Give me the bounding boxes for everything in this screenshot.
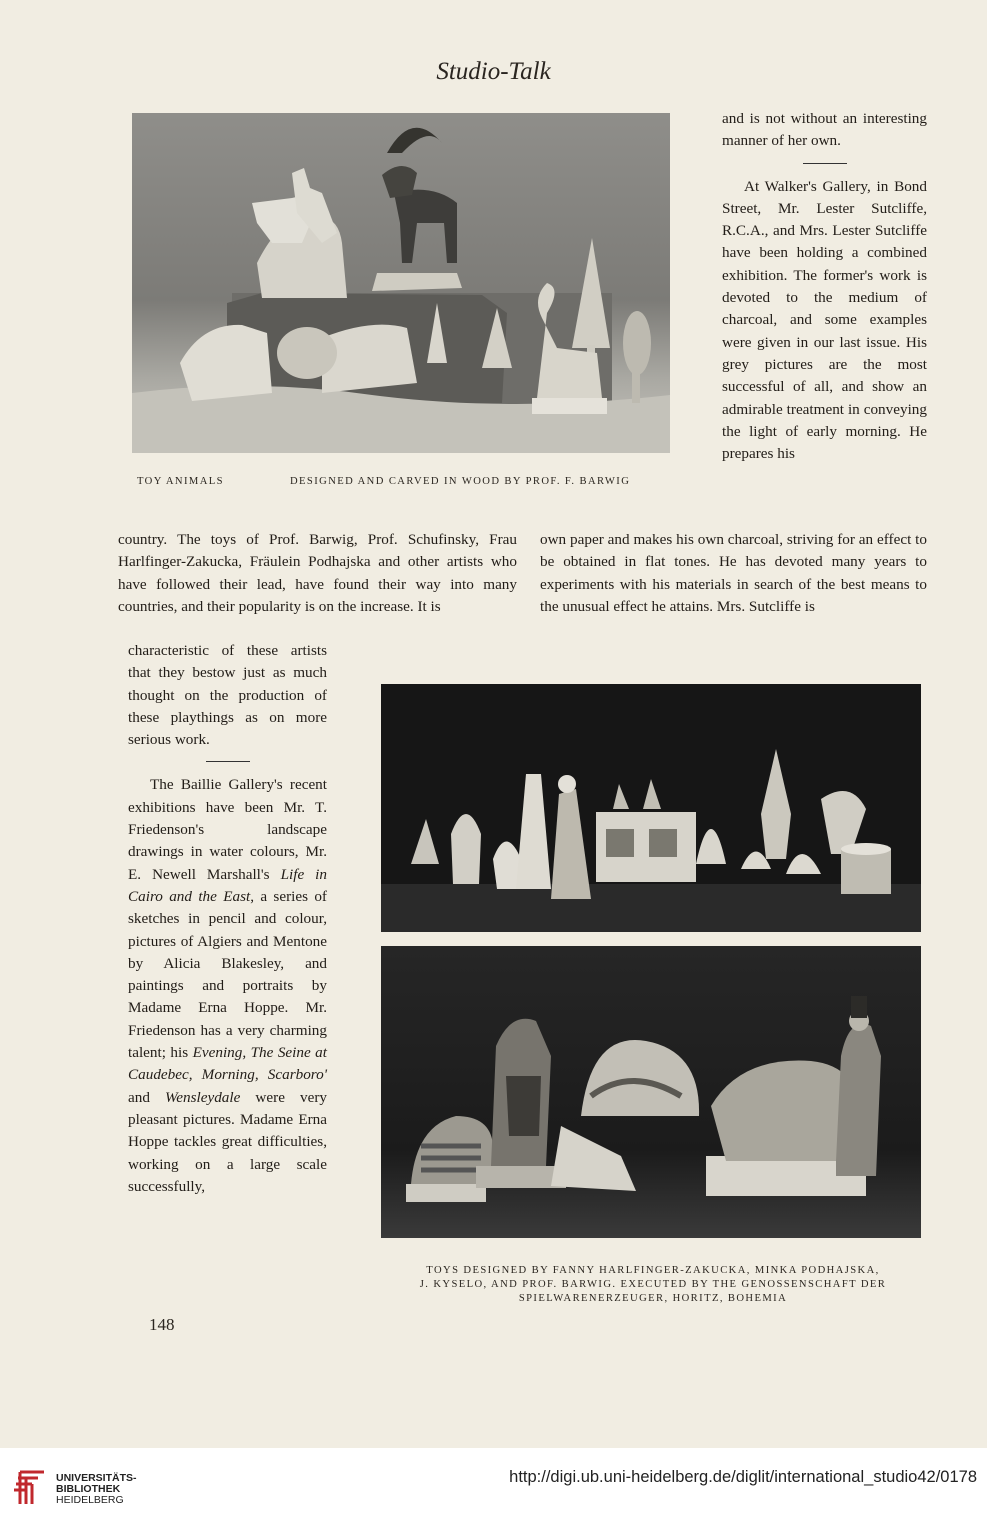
doll-toys-photo [381, 684, 921, 932]
mid-right-column [540, 529, 927, 618]
paragraph: and is not without an interesting manner of her own. [722, 110, 927, 150]
paragraph: characteristic of these artists that they bestow just as much thought on the production of these playthings as on more serious work. [128, 642, 327, 749]
section-divider [206, 761, 250, 762]
artwork-title: Evening, The Seine at Caudebec, Morning, Scarboro' [128, 1044, 327, 1084]
source-url-link[interactable]: http://digi.ub.uni-heidelberg.de/diglit/international_studio42/0178 [509, 1468, 977, 1486]
wooden-animals-illustration [381, 946, 921, 1238]
page-number: 148 [149, 1315, 175, 1334]
library-line1: UNIVERSITÄTS- [56, 1472, 137, 1484]
toy-animals-illustration [132, 113, 670, 453]
university-library-logo-icon [12, 1466, 46, 1506]
figure2-caption-line3: SPIELWARENERZEUGER, HORITZ, BOHEMIA [518, 1293, 788, 1304]
figure2-caption-line1: TOYS DESIGNED BY FANNY HARLFINGER-ZAKUCKA, MINKA PODHAJSKA, [426, 1265, 880, 1276]
doll-toys-illustration [381, 684, 921, 932]
top-right-column [722, 108, 927, 465]
wooden-animals-photo [381, 946, 921, 1238]
running-head: Studio-Talk [436, 58, 551, 85]
text-run: The Baillie Gallery's recent exhibitions have been Mr. T. Friedenson's landscape drawings in water colours, Mr. E. Newell Marshall's [128, 776, 327, 883]
paragraph: own paper and makes his own charcoal, striving for an effect to be obtained in flat tones. He has devoted many years to experiments with his materials in search of the best means to the unusual effect he attains. Mrs. Sutcliffe is [540, 531, 927, 615]
left-column [128, 640, 327, 1198]
paragraph: At Walker's Gallery, in Bond Street, Mr. Lester Sutcliffe, R.C.A., and Mrs. Lester Sutcliffe have been holding a combined exhibition. The former's work is devoted to the medium of charcoal, and some examples were given in our last issue. His grey pictures are the most successful of all, and show an admirable treatment in conveying the light of early morning. He prepares his [722, 177, 927, 463]
text-run: , a series of sketches in pencil and colour, pictures of Algiers and Mentone by Alicia Blakesley, and paintings and portraits by Madame Erna Hoppe. Mr. Friedenson has a very charming talent; his [128, 887, 327, 1062]
mid-left-column [118, 529, 517, 618]
text-run: were very pleasant pictures. Madame Erna Hoppe tackles great difficulties, working on a large scale successfully, [128, 1088, 327, 1195]
paragraph [128, 774, 327, 1198]
library-line2: BIBLIOTHEK [56, 1483, 121, 1495]
artwork-title: Life in Cairo and the East [128, 865, 327, 905]
digitization-footer [0, 1448, 987, 1530]
section-divider [803, 163, 847, 164]
figure1-caption-left: TOY ANIMALS [137, 476, 224, 487]
artwork-title: Wensleydale [165, 1088, 241, 1106]
figure2-caption-line2: J. KYSELO, AND PROF. BARWIG. EXECUTED BY THE GENOSSENSCHAFT DER [419, 1279, 887, 1290]
text-run: and [128, 1088, 165, 1106]
paragraph: country. The toys of Prof. Barwig, Prof. Schufinsky, Frau Harlfinger-Zakucka, Fräulein Podhajska and other artists who have followed their lead, have found their way into many countries, and their popularity is on the increase. It is [118, 531, 517, 615]
library-name [56, 1473, 137, 1506]
library-line3: HEIDELBERG [56, 1494, 124, 1506]
figure1-caption-right: DESIGNED AND CARVED IN WOOD BY PROF. F. BARWIG [290, 476, 631, 487]
toy-animals-photo [132, 113, 670, 453]
